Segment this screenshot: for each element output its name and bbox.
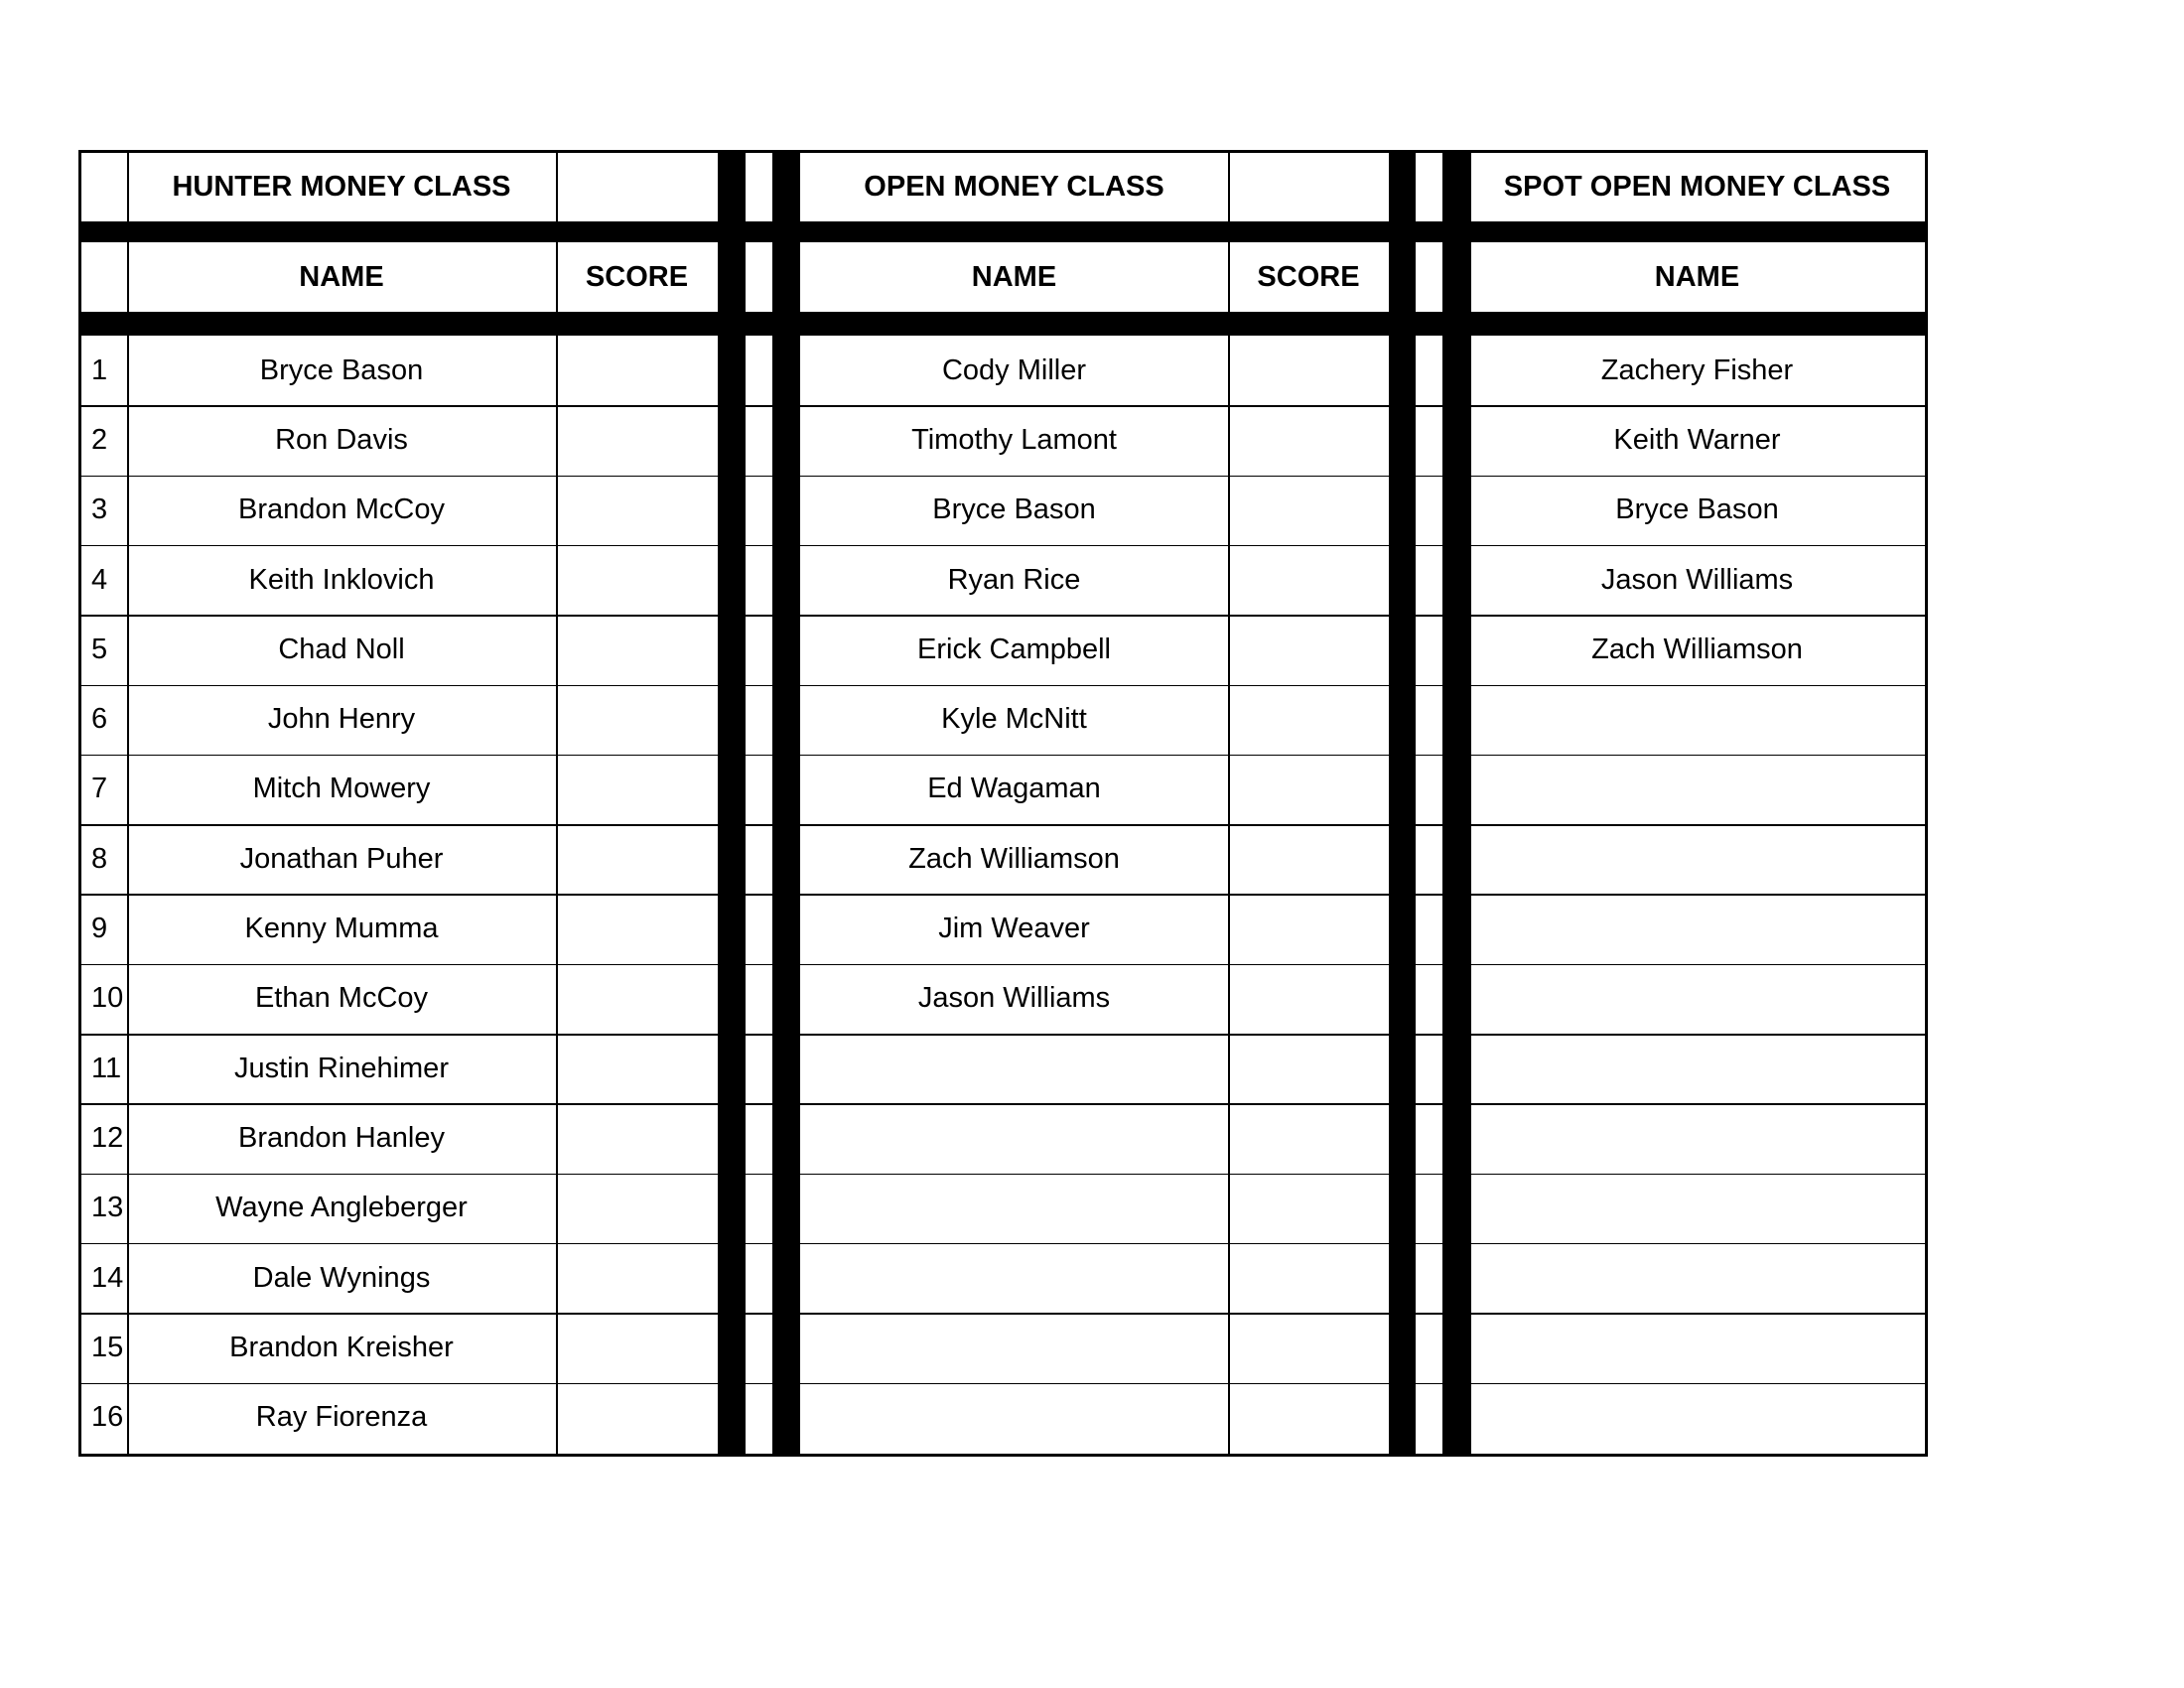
- separator-bar-2: [772, 153, 800, 1454]
- spot-open-entry-name: Jason Williams: [1600, 563, 1794, 596]
- hunter-entry-name: Ethan McCoy: [254, 982, 429, 1015]
- entry-sheet-table: [78, 150, 1928, 1457]
- open-entry-score: [1228, 1103, 1389, 1173]
- spot-open-entry-name: [1469, 1383, 1925, 1453]
- hunter-entry-score: [556, 824, 718, 894]
- separator-bar-1: [718, 153, 746, 1454]
- open-entry-name: [800, 1243, 1228, 1313]
- hunter-entry-score: [556, 1243, 718, 1313]
- hunter-entry-score: [556, 1174, 718, 1243]
- open-entry-name: [800, 1383, 1228, 1453]
- open-entry-score: [1228, 755, 1389, 824]
- spot-open-entry-name: [1469, 755, 1925, 824]
- row-number: 12: [91, 1121, 124, 1154]
- hunter-entry-name: Brandon McCoy: [238, 493, 445, 526]
- open-name-header: NAME: [971, 260, 1057, 293]
- hunter-entry-score: [556, 1383, 718, 1453]
- row-number: 1: [91, 353, 108, 386]
- hunter-entry-score: [556, 894, 718, 963]
- hunter-entry-score: [556, 685, 718, 755]
- hunter-entry-score: [556, 1034, 718, 1103]
- hunter-entry-score: [556, 545, 718, 615]
- open-entry-name: [800, 1103, 1228, 1173]
- row-number: 7: [91, 773, 108, 805]
- row-number: 6: [91, 703, 108, 736]
- hunter-name-header: NAME: [299, 260, 384, 293]
- hunter-entry-name: Wayne Angleberger: [215, 1192, 468, 1224]
- open-entry-score: [1228, 824, 1389, 894]
- row-number: 13: [91, 1192, 124, 1224]
- open-entry-score: [1228, 336, 1389, 405]
- open-class-title: OPEN MONEY CLASS: [864, 171, 1164, 203]
- spot-open-entry-name: Keith Warner: [1613, 423, 1781, 456]
- spot-open-entry-name: [1469, 824, 1925, 894]
- open-entry-score: [1228, 476, 1389, 545]
- header-band-1: [81, 221, 1925, 242]
- open-entry-score: [1228, 1174, 1389, 1243]
- row-number: 10: [91, 982, 124, 1015]
- hunter-entry-name: Brandon Kreisher: [229, 1331, 454, 1363]
- row-number: 16: [91, 1401, 124, 1434]
- hunter-entry-name: Bryce Bason: [259, 353, 424, 386]
- header-band-2: [81, 312, 1925, 336]
- open-entry-score: [1228, 1313, 1389, 1382]
- hunter-entry-score: [556, 476, 718, 545]
- open-entry-score: [1228, 615, 1389, 684]
- open-entry-score: [1228, 1243, 1389, 1313]
- spot-open-entry-name: [1469, 1313, 1925, 1382]
- hunter-entry-name: Jonathan Puher: [239, 842, 444, 875]
- spot-open-entry-name: [1469, 894, 1925, 963]
- open-entry-score: [1228, 685, 1389, 755]
- spot-open-entry-name: Bryce Bason: [1615, 493, 1779, 526]
- hunter-entry-score: [556, 615, 718, 684]
- open-entry-name: Erick Campbell: [917, 633, 1111, 665]
- open-entry-name: Bryce Bason: [932, 493, 1096, 526]
- hunter-class-title: HUNTER MONEY CLASS: [172, 171, 511, 203]
- hunter-entry-name: Dale Wynings: [252, 1261, 431, 1294]
- hunter-entry-name: Chad Noll: [278, 633, 405, 665]
- hunter-entry-score: [556, 755, 718, 824]
- hunter-entry-name: John Henry: [267, 703, 416, 736]
- spot-open-class-title: SPOT OPEN MONEY CLASS: [1503, 171, 1891, 203]
- spot-open-entry-name: Zach Williamson: [1591, 633, 1803, 665]
- open-entry-score: [1228, 1034, 1389, 1103]
- spot-open-entry-name: [1469, 1243, 1925, 1313]
- open-entry-name: [800, 1174, 1228, 1243]
- open-entry-name: Ryan Rice: [947, 563, 1081, 596]
- hunter-entry-score: [556, 1313, 718, 1382]
- hunter-entry-name: Keith Inklovich: [248, 563, 435, 596]
- open-entry-score: [1228, 1383, 1389, 1453]
- hunter-entry-score: [556, 964, 718, 1034]
- open-entry-name: Jason Williams: [917, 982, 1111, 1015]
- open-entry-name: Zach Williamson: [908, 842, 1120, 875]
- spot-open-name-header: NAME: [1654, 260, 1740, 293]
- spot-open-entry-name: [1469, 685, 1925, 755]
- hunter-entry-name: Ron Davis: [275, 423, 408, 456]
- row-number: 14: [91, 1261, 124, 1294]
- open-entry-name: [800, 1313, 1228, 1382]
- row-number: 9: [91, 913, 108, 945]
- row-number: 2: [91, 423, 108, 456]
- open-entry-name: Ed Wagaman: [927, 773, 1101, 805]
- row-number: 8: [91, 842, 108, 875]
- hunter-entry-name: Kenny Mumma: [244, 913, 439, 945]
- hunter-entry-name: Ray Fiorenza: [255, 1401, 428, 1434]
- open-entry-name: Cody Miller: [941, 353, 1087, 386]
- open-entry-name: Timothy Lamont: [911, 423, 1117, 456]
- open-entry-score: [1228, 405, 1389, 475]
- row-number: 5: [91, 633, 108, 665]
- hunter-score-header: SCORE: [585, 260, 689, 293]
- open-score-header: SCORE: [1257, 260, 1360, 293]
- spot-open-entry-name: [1469, 1103, 1925, 1173]
- open-entry-name: [800, 1034, 1228, 1103]
- open-entry-score: [1228, 545, 1389, 615]
- separator-bar-3: [1389, 153, 1416, 1454]
- hunter-entry-score: [556, 405, 718, 475]
- hunter-entry-score: [556, 1103, 718, 1173]
- spot-open-entry-name: Zachery Fisher: [1600, 353, 1794, 386]
- row-number: 4: [91, 563, 108, 596]
- hunter-entry-score: [556, 336, 718, 405]
- spot-open-entry-name: [1469, 1034, 1925, 1103]
- separator-bar-4: [1442, 153, 1469, 1454]
- spot-open-entry-name: [1469, 1174, 1925, 1243]
- row-number: 3: [91, 493, 108, 526]
- row-number: 11: [91, 1052, 122, 1084]
- open-entry-name: Kyle McNitt: [941, 703, 1087, 736]
- row-number: 15: [91, 1331, 124, 1363]
- hunter-entry-name: Brandon Hanley: [238, 1121, 445, 1154]
- hunter-entry-name: Mitch Mowery: [252, 773, 431, 805]
- spot-open-entry-name: [1469, 964, 1925, 1034]
- open-entry-score: [1228, 964, 1389, 1034]
- hunter-entry-name: Justin Rinehimer: [234, 1052, 449, 1084]
- open-entry-name: Jim Weaver: [938, 913, 1090, 945]
- open-entry-score: [1228, 894, 1389, 963]
